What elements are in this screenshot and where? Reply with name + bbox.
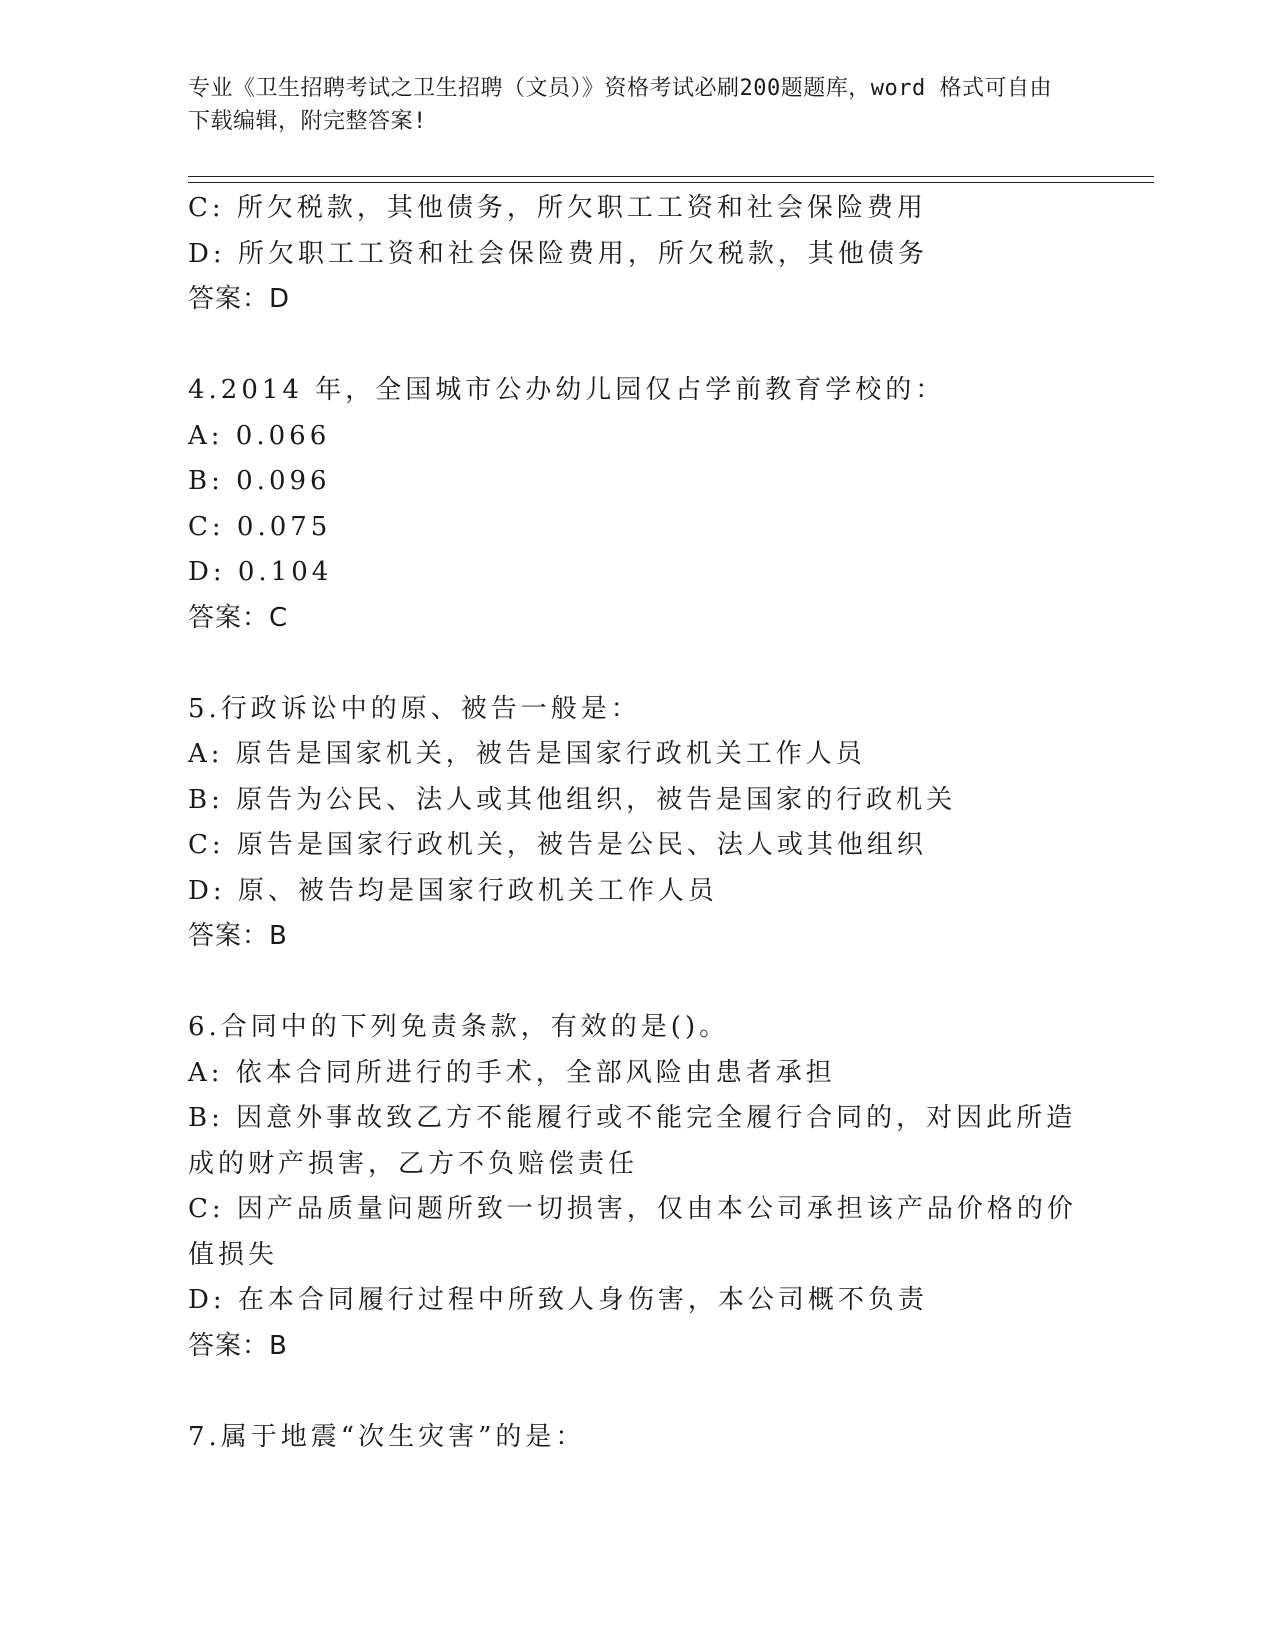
option-d: D: 原、被告均是国家行政机关工作人员 (188, 875, 718, 906)
question-stem: 6.合同中的下列免责条款，有效的是()。 (188, 1012, 730, 1042)
spacer (188, 323, 1088, 369)
spacer (188, 960, 1088, 1006)
option-d: D: 在本合同履行过程中所致人身伤害，本公司概不负责 (188, 1285, 928, 1315)
option-d: D: 0.104 (188, 557, 333, 587)
answer: 答案：B (188, 921, 288, 951)
document-header: 专业《卫生招聘考试之卫生招聘（文员）》资格考试必刷200题题库，word 格式可自由下载编辑，附完整答案! (188, 76, 1052, 134)
option-c: C: 0.075 (188, 511, 332, 542)
question-stem: 4.2014 年，全国城市公办幼儿园仅占学前教育学校的： (188, 375, 946, 405)
question-stem: 5.行政诉讼中的原、被告一般是： (188, 693, 641, 724)
option-c: C: 原告是国家行政机关，被告是公民、法人或其他组织 (188, 830, 927, 860)
option-b: B: 因意外事故致乙方不能履行或不能完全履行合同的，对因此所造成的财产损害，乙方不负赔偿责任 (188, 1103, 1077, 1179)
option-c: C: 因产品质量问题所致一切损害，仅由本公司承担该产品价格的价值损失 (188, 1194, 1077, 1270)
option-c: C: 所欠税款，其他债务，所欠职工工资和社会保险费用 (188, 193, 927, 223)
answer: 答案：B (188, 1330, 288, 1361)
answer: 答案：C (188, 602, 289, 633)
answer: 答案：D (188, 284, 291, 314)
option-d: D: 所欠职工工资和社会保险费用，所欠税款，其他债务 (188, 238, 928, 269)
option-b: B: 原告为公民、法人或其他组织，被告是国家的行政机关 (188, 784, 957, 815)
question-list (188, 186, 1088, 1460)
header-divider-double (188, 182, 1154, 183)
option-a: A: 原告是国家机关，被告是国家行政机关工作人员 (188, 739, 866, 769)
spacer (188, 641, 1088, 687)
option-a: A: 0.066 (188, 420, 331, 451)
question-stem: 7.属于地震“次生灾害”的是： (188, 1421, 586, 1452)
option-a: A: 依本合同所进行的手术，全部风险由患者承担 (188, 1057, 836, 1088)
spacer (188, 1369, 1088, 1415)
header-divider (188, 176, 1154, 177)
option-b: B: 0.096 (188, 466, 331, 496)
